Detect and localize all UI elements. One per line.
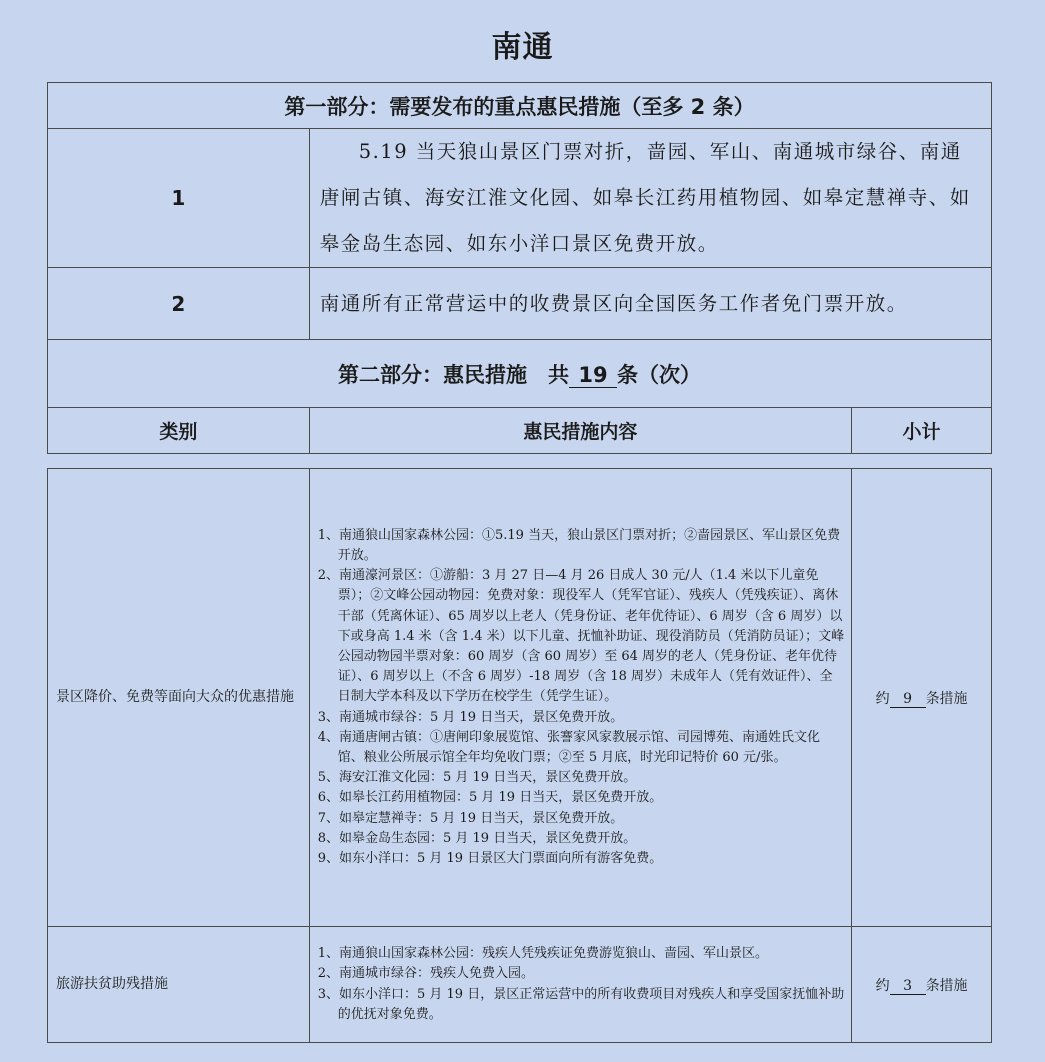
subtotal-prefix: 约 — [875, 690, 890, 707]
row-number: 1 — [48, 129, 310, 268]
part2-heading-suffix: 条（次） — [617, 362, 701, 387]
list-item: 2、南通城市绿谷：残疾人免费入园。 — [317, 966, 534, 982]
list-item: 4、南通唐闸古镇：①唐闸印象展览馆、张謇家风家教展示馆、司园博苑、南通姓氏文化馆、粮业公所展示馆全年均免收门票；②至 5 月底，时光印记特价 60 元/张。 — [317, 729, 820, 765]
measures-detail-table — [47, 468, 992, 1043]
list-item: 9、如东小洋口：5 月 19 日景区大门票面向所有游客免费。 — [317, 851, 663, 867]
subtotal-suffix: 条措施 — [925, 690, 968, 707]
subtotal-count: 3 — [890, 978, 926, 995]
list-item: 1、南通狼山国家森林公园：残疾人凭残疾证免费游览狼山、啬园、军山景区。 — [317, 946, 768, 962]
subtotal-count: 9 — [890, 691, 926, 708]
column-header-category: 类别 — [48, 408, 310, 454]
subtotal-prefix: 约 — [875, 977, 890, 994]
subtotal-suffix: 条措施 — [925, 977, 968, 994]
category-cell: 景区降价、免费等面向大众的优惠措施 — [48, 469, 310, 927]
list-item: 1、南通狼山国家森林公园：①5.19 当天，狼山景区门票对折；②啬园景区、军山景区免费开放。 — [317, 527, 841, 563]
measure-list — [309, 927, 851, 1043]
subtotal-cell — [852, 927, 992, 1043]
measure-text: 5.19 当天狼山景区门票对折，啬园、军山、南通城市绿谷、南通唐闸古镇、海安江淮文化园、如皋长江药用植物园、如皋定慧禅寺、如皋金岛生态园、如东小洋口景区免费开放。 — [309, 129, 991, 268]
list-item: 3、如东小洋口：5 月 19 日，景区正常运营中的所有收费项目对残疾人和享受国家抚恤补助的优抚对象免费。 — [317, 986, 845, 1022]
part2-heading-prefix: 第二部分：惠民措施 共 — [338, 362, 569, 387]
list-item: 2、南通濠河景区：①游船：3 月 27 日—4 月 26 日成人 30 元/人（1.4 米以下儿童免票）；②文峰公园动物园：免费对象：现役军人（凭军官证）、残疾人（凭残疾证）、离休干部（凭离休证）、65 周岁以上老人（凭身份证、老年优待证）、6 周岁（含 6 周岁）以下或身高 1.4 米（含 1.4 米）以下儿童、抚恤补助证、现役消防员（凭消防员证）；文峰公园动物园半票对象：60 周岁（含 60 周岁）至 64 周岁的老人（凭身份证、老年优待证）、6 周岁以上（不含 6 周岁）-18 周岁（含 18 周岁）未成年人（凭有效证件）、全日制大学本科及以下学历在校学生（凭学生证）。 — [317, 568, 845, 705]
part1-heading: 第一部分：需要发布的重点惠民措施（至多 2 条） — [48, 83, 992, 129]
part2-heading — [48, 340, 992, 408]
list-item: 5、海安江淮文化园：5 月 19 日当天，景区免费开放。 — [317, 770, 637, 786]
category-cell: 旅游扶贫助残措施 — [48, 927, 310, 1043]
measure-list — [309, 469, 851, 927]
measure-text: 南通所有正常营运中的收费景区向全国医务工作者免门票开放。 — [309, 268, 991, 340]
list-item: 7、如皋定慧禅寺：5 月 19 日当天，景区免费开放。 — [317, 810, 624, 826]
page-title: 南通 — [491, 30, 554, 65]
subtotal-cell — [852, 469, 992, 927]
list-item: 6、如皋长江药用植物园：5 月 19 日当天，景区免费开放。 — [317, 790, 663, 806]
part2-count: 19 — [569, 363, 617, 388]
column-header-subtotal: 小计 — [852, 408, 992, 454]
key-measures-table — [47, 82, 992, 454]
row-number: 2 — [48, 268, 310, 340]
list-item: 8、如皋金岛生态园：5 月 19 日当天，景区免费开放。 — [317, 830, 637, 846]
list-item: 3、南通城市绿谷：5 月 19 日当天，景区免费开放。 — [317, 709, 624, 725]
column-header-content: 惠民措施内容 — [309, 408, 851, 454]
